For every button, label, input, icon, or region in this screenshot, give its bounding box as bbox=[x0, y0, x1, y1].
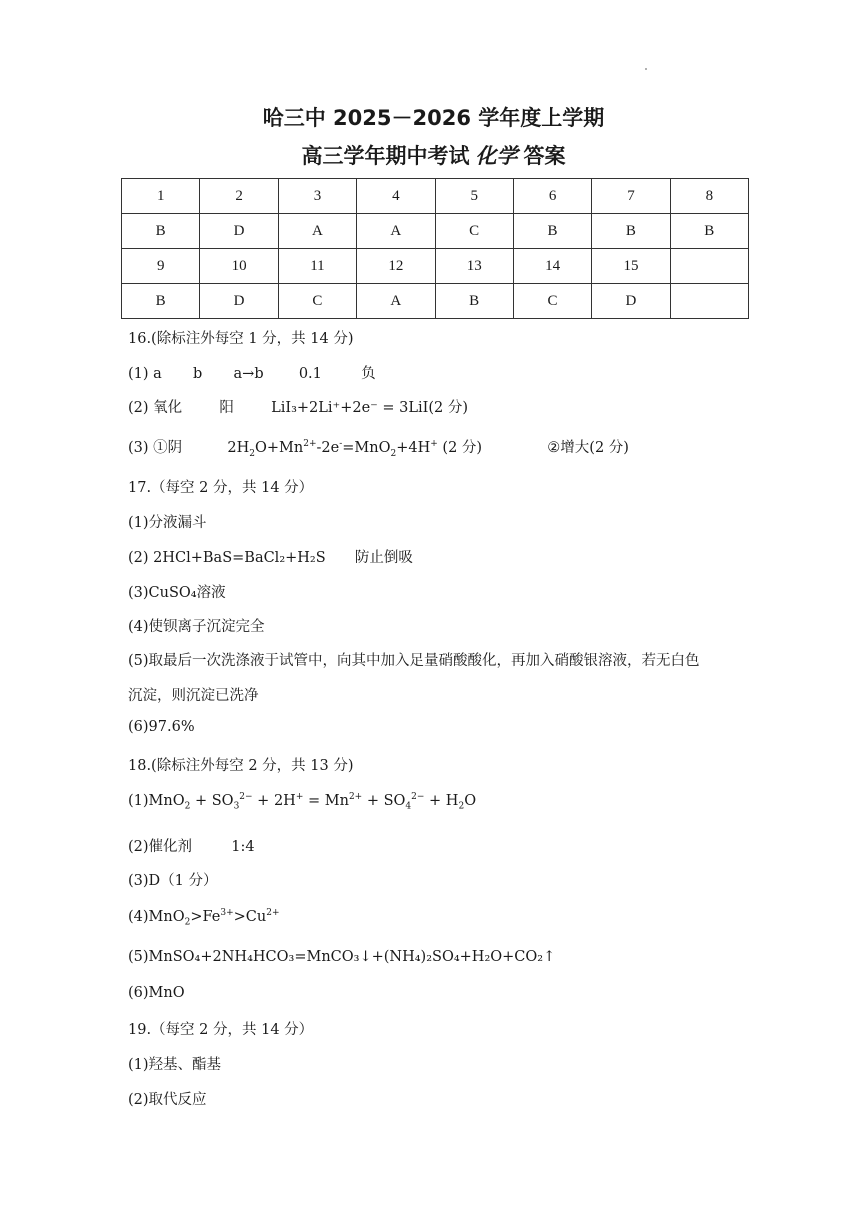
q17-part1: (1)分液漏斗 bbox=[128, 515, 207, 531]
q16-p2-yang: 阳 bbox=[219, 400, 234, 416]
table-cell: 4 bbox=[357, 179, 435, 214]
q16-p3-label: (3) ①阴 bbox=[128, 440, 183, 456]
table-cell: C bbox=[278, 284, 356, 319]
q19-header: 19.（每空 2 分，共 14 分） bbox=[128, 1022, 314, 1038]
table-cell: B bbox=[122, 284, 200, 319]
q16-p1-b: b bbox=[193, 366, 203, 382]
table-cell: 11 bbox=[278, 249, 356, 284]
table-cell: 10 bbox=[200, 249, 278, 284]
q17-part5-line1: (5)取最后一次洗涤液于试管中，向其中加入足量硝酸酸化，再加入硝酸银溶液，若无白色 bbox=[128, 653, 700, 669]
q19-part1: (1)羟基、酯基 bbox=[128, 1057, 222, 1073]
table-cell: A bbox=[357, 284, 435, 319]
table-cell bbox=[670, 249, 748, 284]
q18-header: 18.(除标注外每空 2 分，共 13 分) bbox=[128, 758, 354, 774]
table-cell: B bbox=[670, 214, 748, 249]
q16-p1-val: 0.1 bbox=[298, 366, 322, 382]
table-cell: 15 bbox=[592, 249, 670, 284]
q18-p2-ratio: 1:4 bbox=[231, 839, 255, 855]
table-cell: D bbox=[592, 284, 670, 319]
subtitle-exam: 高三学年期中考试 bbox=[301, 144, 470, 168]
scan-dot bbox=[645, 68, 647, 70]
q16-p3-second: ②增大(2 分) bbox=[547, 440, 629, 456]
q16-part3 bbox=[128, 436, 629, 459]
table-cell: 3 bbox=[278, 179, 356, 214]
table-cell: 5 bbox=[435, 179, 513, 214]
table-cell: B bbox=[435, 284, 513, 319]
table-cell: D bbox=[200, 284, 278, 319]
q17-part2: (2) 2HCl+BaS=BaCl₂+H₂S 防止倒吸 bbox=[128, 550, 413, 566]
q19-part2: (2)取代反应 bbox=[128, 1092, 207, 1108]
q16-part1 bbox=[128, 362, 376, 383]
q18-part4: $(4)MnO_2>Fe^{3+}>Cu^{2+}$ bbox=[128, 908, 280, 928]
q17-part3: (3)CuSO₄溶液 bbox=[128, 585, 226, 601]
table-row bbox=[122, 249, 749, 284]
q17-p2-note: 防止倒吸 bbox=[354, 550, 413, 566]
table-cell: 9 bbox=[122, 249, 200, 284]
q17-part5-line2: 沉淀，则沉淀已洗净 bbox=[128, 688, 259, 704]
q18-part1: $(1)MnO_2 + SO_3^{2-} + 2H^+ = Mn^{2+} + SO_4^{2-} + H_2O$ bbox=[128, 792, 477, 812]
table-row bbox=[122, 214, 749, 249]
subtitle-answer: 答案 bbox=[523, 144, 566, 168]
page-subtitle bbox=[0, 140, 867, 170]
q16-p3-equation: $2H_2O+Mn^{2+}-2e^-=MnO_2+4H^+$ (2 分) bbox=[227, 439, 483, 459]
table-cell: A bbox=[357, 214, 435, 249]
q18-part6: (6)MnO bbox=[128, 985, 185, 1001]
table-cell: 1 bbox=[122, 179, 200, 214]
table-cell: 14 bbox=[513, 249, 591, 284]
page-title: 哈三中 2025－2026 学年度上学期 bbox=[262, 106, 605, 130]
q16-p1-dir: a→b bbox=[233, 366, 264, 382]
table-cell: B bbox=[122, 214, 200, 249]
table-row bbox=[122, 284, 749, 319]
table-cell: C bbox=[513, 284, 591, 319]
q18-part2: (2)催化剂 1:4 bbox=[128, 839, 255, 855]
table-cell: 13 bbox=[435, 249, 513, 284]
table-cell: 6 bbox=[513, 179, 591, 214]
table-cell: 8 bbox=[670, 179, 748, 214]
q16-p1-neg: 负 bbox=[361, 366, 376, 382]
table-cell bbox=[670, 284, 748, 319]
q16-p1-label: (1) a bbox=[128, 366, 162, 382]
answer-table bbox=[121, 178, 749, 319]
q18-part3: (3)D（1 分） bbox=[128, 873, 218, 889]
table-cell: 12 bbox=[357, 249, 435, 284]
table-cell: B bbox=[592, 214, 670, 249]
table-cell: 2 bbox=[200, 179, 278, 214]
q18-part5: (5)MnSO₄+2NH₄HCO₃=MnCO₃↓+(NH₄)₂SO₄+H₂O+CO₂↑ bbox=[128, 949, 556, 965]
table-cell: D bbox=[200, 214, 278, 249]
table-cell: 7 bbox=[592, 179, 670, 214]
table-cell: C bbox=[435, 214, 513, 249]
q16-p2-label: (2) 氧化 bbox=[128, 400, 183, 416]
q17-header: 17.（每空 2 分，共 14 分） bbox=[128, 480, 314, 496]
q16-p2-eq: LiI₃+2Li⁺+2e⁻ = 3LiI(2 分) bbox=[271, 400, 469, 416]
q17-part4: (4)使钡离子沉淀完全 bbox=[128, 619, 265, 635]
table-cell: A bbox=[278, 214, 356, 249]
q16-part2 bbox=[128, 396, 468, 417]
q17-part6: (6)97.6% bbox=[128, 719, 195, 735]
q16-header: 16.(除标注外每空 1 分，共 14 分) bbox=[128, 331, 354, 347]
table-cell: B bbox=[513, 214, 591, 249]
subtitle-subject: 化学 bbox=[475, 143, 518, 168]
table-row bbox=[122, 179, 749, 214]
